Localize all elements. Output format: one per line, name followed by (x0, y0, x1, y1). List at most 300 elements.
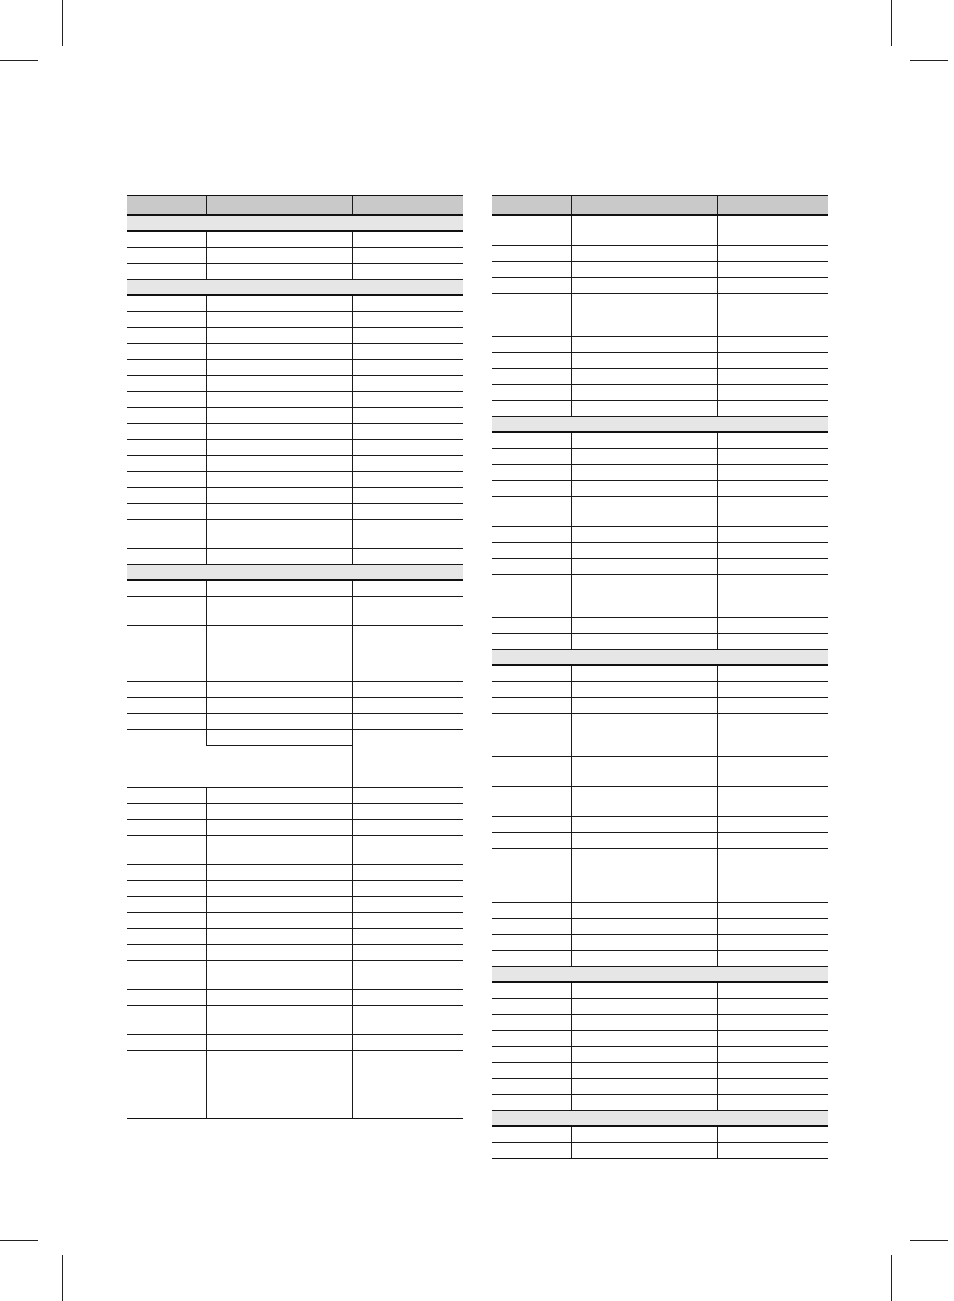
crop-mark-top-right-vertical (891, 0, 892, 46)
table-cell (206, 864, 352, 880)
table-cell (127, 311, 206, 327)
table-cell (127, 391, 206, 407)
table-cell (571, 384, 717, 400)
table-cell (717, 902, 828, 918)
table-cell (206, 391, 352, 407)
table-cell (352, 1050, 463, 1118)
table-cell (571, 950, 717, 966)
table-cell (352, 896, 463, 912)
table-cell (127, 928, 206, 944)
table-cell (352, 263, 463, 279)
table-cell (352, 311, 463, 327)
table-row (492, 448, 828, 464)
table-row (492, 277, 828, 293)
table-cell (571, 448, 717, 464)
table-row (127, 471, 463, 487)
table-cell (492, 816, 571, 832)
table-cell (206, 327, 352, 343)
table-cell (571, 902, 717, 918)
table-cell (127, 960, 206, 989)
table-cell (352, 327, 463, 343)
table-cell (352, 729, 463, 787)
table-cell (492, 1094, 571, 1110)
table-cell (717, 215, 828, 245)
table-row (492, 633, 828, 649)
table-cell (717, 1078, 828, 1094)
table-row (492, 1126, 828, 1142)
table-cell (127, 359, 206, 375)
table-cell (127, 295, 206, 311)
section-header-row (492, 649, 828, 665)
table-cell (492, 526, 571, 542)
table-cell (352, 787, 463, 803)
table-cell (492, 832, 571, 848)
table-cell (492, 336, 571, 352)
table-row (127, 519, 463, 548)
table-cell (206, 944, 352, 960)
table-row (492, 934, 828, 950)
header-cell (717, 196, 828, 216)
table-cell (127, 1050, 206, 1118)
table-cell (127, 439, 206, 455)
table-cell (492, 480, 571, 496)
table-cell (717, 1046, 828, 1062)
table-cell (352, 1034, 463, 1050)
table-row (492, 665, 828, 681)
table-cell (571, 786, 717, 816)
table-cell (571, 756, 717, 786)
table-cell (352, 359, 463, 375)
table-row (127, 819, 463, 835)
table-cell (127, 327, 206, 343)
table-cell (352, 423, 463, 439)
section-header-row (127, 279, 463, 295)
table-row (492, 368, 828, 384)
table-cell (571, 832, 717, 848)
table-cell (206, 359, 352, 375)
table-cell (127, 912, 206, 928)
table-cell (127, 503, 206, 519)
table-cell (571, 368, 717, 384)
table-cell (127, 864, 206, 880)
table-cell (206, 681, 352, 697)
table-cell (717, 665, 828, 681)
table-row (127, 1005, 463, 1034)
table-cell (206, 989, 352, 1005)
table-row (492, 464, 828, 480)
table-cell (352, 548, 463, 564)
table-cell (717, 998, 828, 1014)
table-cell (127, 343, 206, 359)
section-header-label (492, 1110, 828, 1126)
header-cell (352, 196, 463, 216)
table-row (492, 697, 828, 713)
section-header-row (492, 966, 828, 982)
table-cell (127, 1034, 206, 1050)
table-cell (206, 375, 352, 391)
table-row (127, 295, 463, 311)
table-cell (717, 558, 828, 574)
section-header-row (492, 416, 828, 432)
table-cell (206, 295, 352, 311)
table-row (492, 1062, 828, 1078)
table-row (492, 982, 828, 998)
table-cell (571, 496, 717, 526)
table-row (492, 558, 828, 574)
right-specification-table (492, 195, 828, 1159)
table-row (492, 617, 828, 633)
table-cell (571, 998, 717, 1014)
table-row (127, 423, 463, 439)
table-cell (206, 880, 352, 896)
table-cell (571, 336, 717, 352)
table-cell (571, 480, 717, 496)
table-row (492, 432, 828, 448)
table-cell (571, 918, 717, 934)
table-cell (717, 352, 828, 368)
table-row (127, 391, 463, 407)
table-cell (492, 1078, 571, 1094)
table-cell (571, 574, 717, 617)
table-cell (352, 455, 463, 471)
table-row (492, 848, 828, 902)
table-cell (127, 819, 206, 835)
table-cell (717, 261, 828, 277)
table-row (127, 960, 463, 989)
table-row (492, 336, 828, 352)
table-cell (127, 729, 206, 787)
table-cell (127, 697, 206, 713)
table-cell (492, 848, 571, 902)
table-cell (571, 1062, 717, 1078)
table-row (492, 245, 828, 261)
table-row (492, 786, 828, 816)
table-cell (717, 1094, 828, 1110)
table-row (492, 1078, 828, 1094)
table-cell (492, 1014, 571, 1030)
table-cell (492, 496, 571, 526)
table-row (127, 439, 463, 455)
table-row (127, 375, 463, 391)
section-header-label (492, 649, 828, 665)
table-cell (571, 1094, 717, 1110)
table-cell (352, 471, 463, 487)
table-row (492, 542, 828, 558)
table-cell (571, 697, 717, 713)
table-row (127, 880, 463, 896)
table-cell (206, 819, 352, 835)
table-cell (206, 625, 352, 681)
table-row (127, 835, 463, 864)
crop-mark-bottom-left-vertical (62, 1255, 63, 1301)
table-row (127, 729, 463, 745)
crop-mark-bottom-left-horizontal (0, 1240, 38, 1241)
table-cell (127, 580, 206, 596)
table-cell (571, 982, 717, 998)
table-cell (206, 1050, 352, 1118)
table-cell (571, 816, 717, 832)
table-cell (127, 247, 206, 263)
table-row (127, 1050, 463, 1118)
table-cell (206, 455, 352, 471)
crop-mark-bottom-right-vertical (891, 1255, 892, 1301)
table-cell (492, 277, 571, 293)
table-cell (206, 503, 352, 519)
table-cell (571, 617, 717, 633)
table-row (492, 384, 828, 400)
table-cell (571, 1078, 717, 1094)
table-cell (127, 787, 206, 803)
crop-mark-top-left-vertical (62, 0, 63, 46)
table-row (127, 681, 463, 697)
table-cell (492, 384, 571, 400)
table-row (127, 928, 463, 944)
table-row (127, 1034, 463, 1050)
table-row (127, 548, 463, 564)
table-row (127, 327, 463, 343)
table-cell (206, 519, 352, 548)
table-cell (571, 1046, 717, 1062)
table-cell (352, 519, 463, 548)
table-row (492, 480, 828, 496)
table-cell (127, 1005, 206, 1034)
table-cell (352, 596, 463, 625)
table-cell (352, 803, 463, 819)
table-cell (352, 625, 463, 681)
table-cell (206, 311, 352, 327)
table-row (127, 503, 463, 519)
table-cell (571, 1030, 717, 1046)
table-cell (127, 548, 206, 564)
table-cell (492, 786, 571, 816)
header-cell (492, 196, 571, 216)
table-cell (571, 245, 717, 261)
table-row (127, 989, 463, 1005)
table-cell (717, 384, 828, 400)
table-cell (206, 439, 352, 455)
table-cell (717, 756, 828, 786)
table-cell (127, 487, 206, 503)
table-cell (571, 848, 717, 902)
table-cell (717, 816, 828, 832)
table-cell (717, 617, 828, 633)
table-cell (571, 215, 717, 245)
table-cell (492, 293, 571, 336)
table-cell (492, 368, 571, 384)
table-cell (717, 848, 828, 902)
section-header-label (492, 966, 828, 982)
table-cell (717, 1062, 828, 1078)
table-cell (717, 480, 828, 496)
table-cell (717, 1142, 828, 1158)
table-cell (127, 375, 206, 391)
table-cell (127, 231, 206, 247)
table-cell (352, 580, 463, 596)
table-cell (352, 989, 463, 1005)
table-cell (571, 558, 717, 574)
table-cell (352, 912, 463, 928)
table-cell (492, 1062, 571, 1078)
table-cell (206, 1034, 352, 1050)
table-cell (492, 261, 571, 277)
table-cell (492, 665, 571, 681)
table-row (492, 950, 828, 966)
table-cell (492, 982, 571, 998)
table-cell (352, 407, 463, 423)
section-header-label (492, 416, 828, 432)
table-cell (717, 277, 828, 293)
table-cell (571, 1126, 717, 1142)
table-cell (492, 542, 571, 558)
table-cell (206, 896, 352, 912)
table-cell (492, 998, 571, 1014)
table-cell (571, 1014, 717, 1030)
table-cell (717, 697, 828, 713)
table-cell (352, 439, 463, 455)
table-row (127, 359, 463, 375)
table-cell (206, 697, 352, 713)
table-cell (127, 713, 206, 729)
table-cell (717, 526, 828, 542)
table-cell (127, 835, 206, 864)
table-cell (492, 902, 571, 918)
table-cell (717, 1030, 828, 1046)
table-cell (492, 352, 571, 368)
table-cell (492, 697, 571, 713)
left-specification-table (127, 195, 463, 1119)
table-cell (206, 835, 352, 864)
table-cell (352, 960, 463, 989)
section-header-row (127, 564, 463, 580)
table-row (492, 998, 828, 1014)
table-cell (206, 745, 352, 787)
table-row (492, 574, 828, 617)
table-cell (492, 448, 571, 464)
table-row (492, 1046, 828, 1062)
table-cell (206, 487, 352, 503)
table-cell (206, 713, 352, 729)
table-cell (206, 960, 352, 989)
table-row (127, 231, 463, 247)
table-row (127, 625, 463, 681)
table-row (492, 1142, 828, 1158)
table-row (127, 787, 463, 803)
crop-mark-top-left-horizontal (0, 60, 38, 61)
table-cell (492, 713, 571, 756)
table-row (492, 293, 828, 336)
table-cell (492, 617, 571, 633)
table-cell (492, 1142, 571, 1158)
table-cell (571, 432, 717, 448)
table-row (492, 352, 828, 368)
table-cell (206, 787, 352, 803)
table-cell (717, 950, 828, 966)
table-cell (206, 343, 352, 359)
table-cell (206, 912, 352, 928)
table-cell (352, 928, 463, 944)
table-cell (571, 665, 717, 681)
table-cell (717, 633, 828, 649)
table-cell (717, 400, 828, 416)
table-row (492, 918, 828, 934)
section-header-label (127, 564, 463, 580)
section-header-row (127, 215, 463, 231)
table-cell (717, 982, 828, 998)
table-cell (492, 215, 571, 245)
table-cell (492, 432, 571, 448)
table-cell (717, 496, 828, 526)
table-row (127, 487, 463, 503)
table-row (492, 261, 828, 277)
table-row (492, 832, 828, 848)
table-cell (206, 1005, 352, 1034)
table-cell (492, 934, 571, 950)
table-cell (717, 1014, 828, 1030)
table-cell (717, 832, 828, 848)
table-cell (571, 1142, 717, 1158)
table-cell (352, 1005, 463, 1034)
table-cell (127, 896, 206, 912)
table-cell (127, 263, 206, 279)
table-cell (717, 542, 828, 558)
table-cell (571, 542, 717, 558)
table-cell (352, 835, 463, 864)
table-cell (492, 464, 571, 480)
section-header-label (127, 215, 463, 231)
table-cell (717, 432, 828, 448)
table-cell (352, 944, 463, 960)
table-row (127, 407, 463, 423)
section-header-label (127, 279, 463, 295)
table-cell (571, 293, 717, 336)
table-cell (206, 596, 352, 625)
table-cell (352, 880, 463, 896)
table-cell (492, 1030, 571, 1046)
table-row (492, 756, 828, 786)
table-cell (127, 519, 206, 548)
table-cell (206, 729, 352, 745)
table-cell (492, 918, 571, 934)
table-cell (352, 697, 463, 713)
table-cell (717, 681, 828, 697)
table-cell (492, 245, 571, 261)
section-header-row (492, 1110, 828, 1126)
table-row (492, 816, 828, 832)
table-cell (717, 786, 828, 816)
table-cell (571, 352, 717, 368)
table-row (127, 596, 463, 625)
table-row (492, 215, 828, 245)
table-cell (127, 803, 206, 819)
table-row (492, 496, 828, 526)
table-cell (127, 989, 206, 1005)
table-cell (571, 277, 717, 293)
crop-mark-top-right-horizontal (910, 60, 948, 61)
table-cell (571, 633, 717, 649)
table-cell (352, 343, 463, 359)
table-cell (717, 934, 828, 950)
table-header-row (127, 196, 463, 216)
table-cell (717, 293, 828, 336)
table-row (127, 912, 463, 928)
table-cell (717, 574, 828, 617)
table-cell (206, 407, 352, 423)
header-cell (571, 196, 717, 216)
table-row (492, 902, 828, 918)
table-row (127, 343, 463, 359)
table-cell (571, 400, 717, 416)
table-cell (127, 625, 206, 681)
